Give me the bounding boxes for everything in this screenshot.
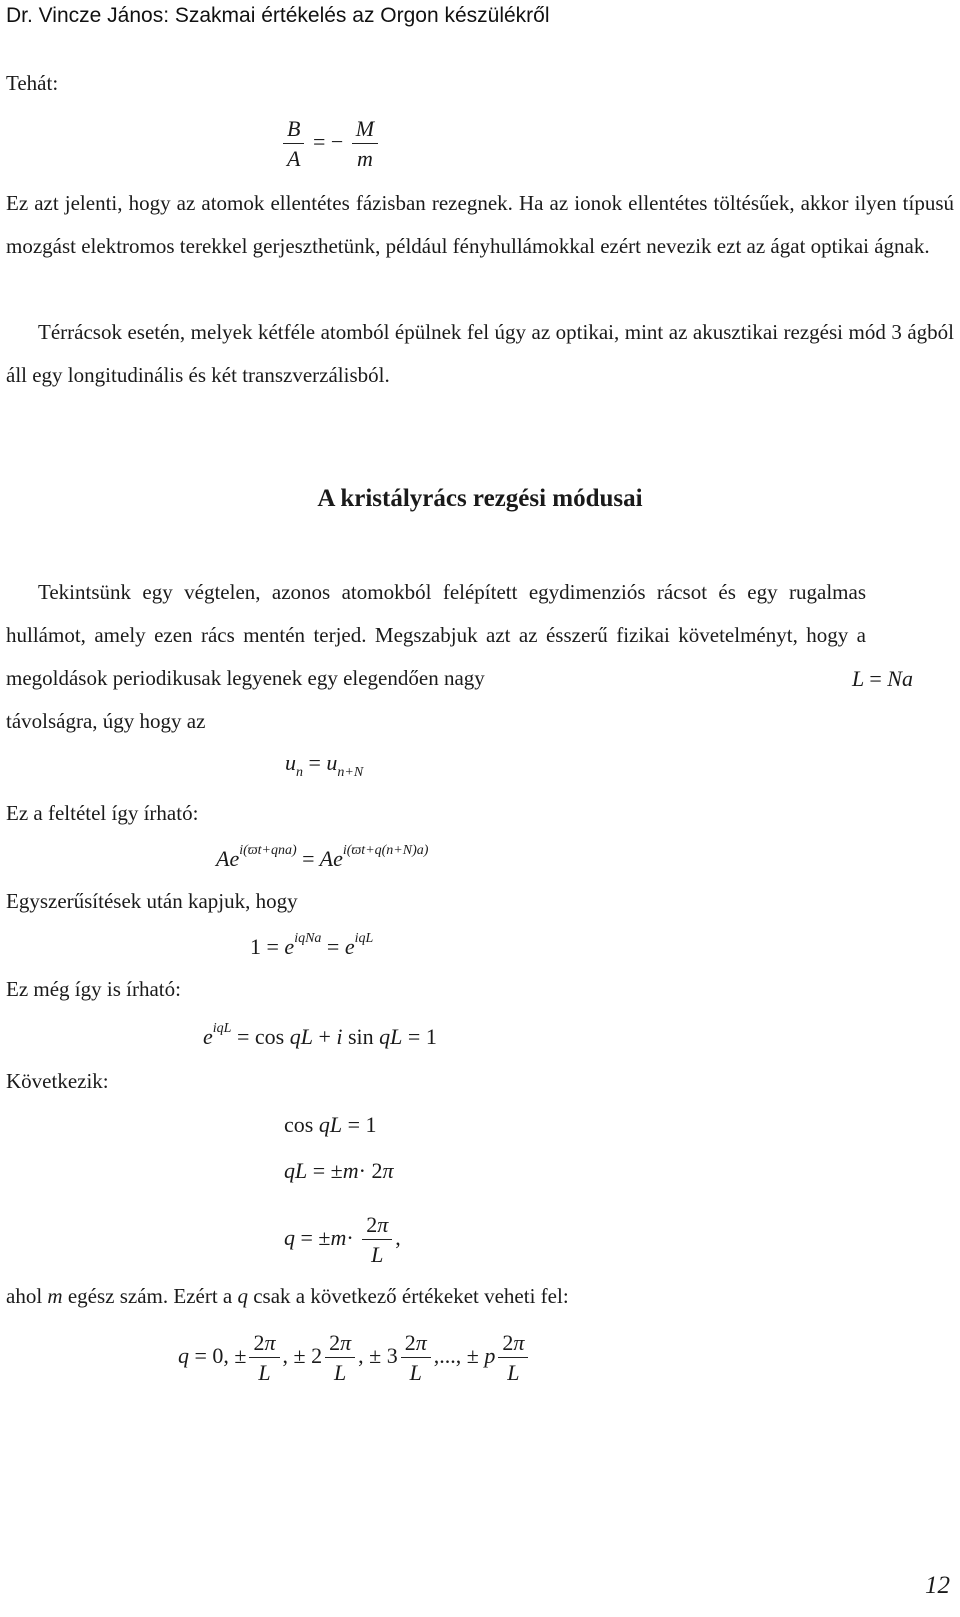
page-header: Dr. Vincze János: Szakmai értékelés az Orgon készülékről: [6, 4, 550, 27]
equation-ratio: $\frac{B}{A}$ = − $\frac{M}{m}$: [280, 116, 381, 172]
page-number: 12: [925, 1572, 950, 1599]
paragraph-1d-lattice: Tekintsünk egy végtelen, azonos atomokból felépített egydimenziós rácsot és egy rugalmas hullámot, amely ezen rács mentén terjed. Megszabjuk azt az ésszerű fizikai követelményt, hogy a megoldások periodikusak legyenek egy elegendően nagy: [6, 580, 866, 690]
equation-exponential-condition: $Ae^{i(ϖt+qna)} = Ae^{i(ϖt+q(n+N)a)}$: [216, 843, 429, 871]
equation-allowed-q: q = 0, ± $\frac{2\pi}{L}$ , ± 2 $\frac{2\pi}{L}$ , ± 3 $\frac{2\pi}{L}$ ,..., ± p $\frac{2\pi}{L}$: [178, 1330, 531, 1386]
equation-L-Na: L = Na: [852, 666, 913, 691]
equation-simplified: $1 = e^{iqNa} = e^{iqL}$: [250, 931, 374, 959]
equation-q: q = ±m· $\frac{2\pi}{L}$ ,: [284, 1212, 401, 1268]
equation-periodicity: $u_n = u_{n+N}$: [285, 750, 364, 780]
label-egyszerusites: Egyszerűsítések után kapjuk, hogy: [6, 889, 298, 913]
paragraph-1d-lattice-tail: távolságra, úgy hogy az: [6, 709, 206, 733]
equation-cos: cos qL = 1: [284, 1112, 377, 1137]
paragraph-lattice-modes: Térrácsok esetén, melyek kétféle atomból épülnek fel úgy az optikai, mint az akusztikai rezgési mód 3 ágból áll egy longitudinális és két transzverzálisból.: [6, 320, 954, 387]
section-title: A kristályrács rezgési módusai: [317, 485, 643, 512]
equation-qL: qL = ±m· 2π: [284, 1158, 394, 1183]
equation-euler: $e^{iqL} = \cos$ qL + i sin qL = 1: [203, 1021, 437, 1049]
label-tehat: Tehát:: [6, 71, 59, 95]
label-feltetel: Ez a feltétel így írható:: [6, 801, 199, 825]
paragraph-optical-branch: Ez azt jelenti, hogy az atomok ellentétes fázisban rezegnek. Ha az ionok ellentétes töltésűek, akkor ilyen típusú mozgást elektromos terekkel gerjeszthetünk, például fényhullámokkal ezért nevezik ezt az ágat optikai ágnak.: [6, 191, 954, 258]
paragraph-ahol: ahol m egész szám. Ezért a q csak a következő értékeket veheti fel:: [6, 1284, 569, 1308]
label-kovetkezik: Következik:: [6, 1069, 109, 1093]
label-meg-igy: Ez még így is írható:: [6, 977, 181, 1001]
